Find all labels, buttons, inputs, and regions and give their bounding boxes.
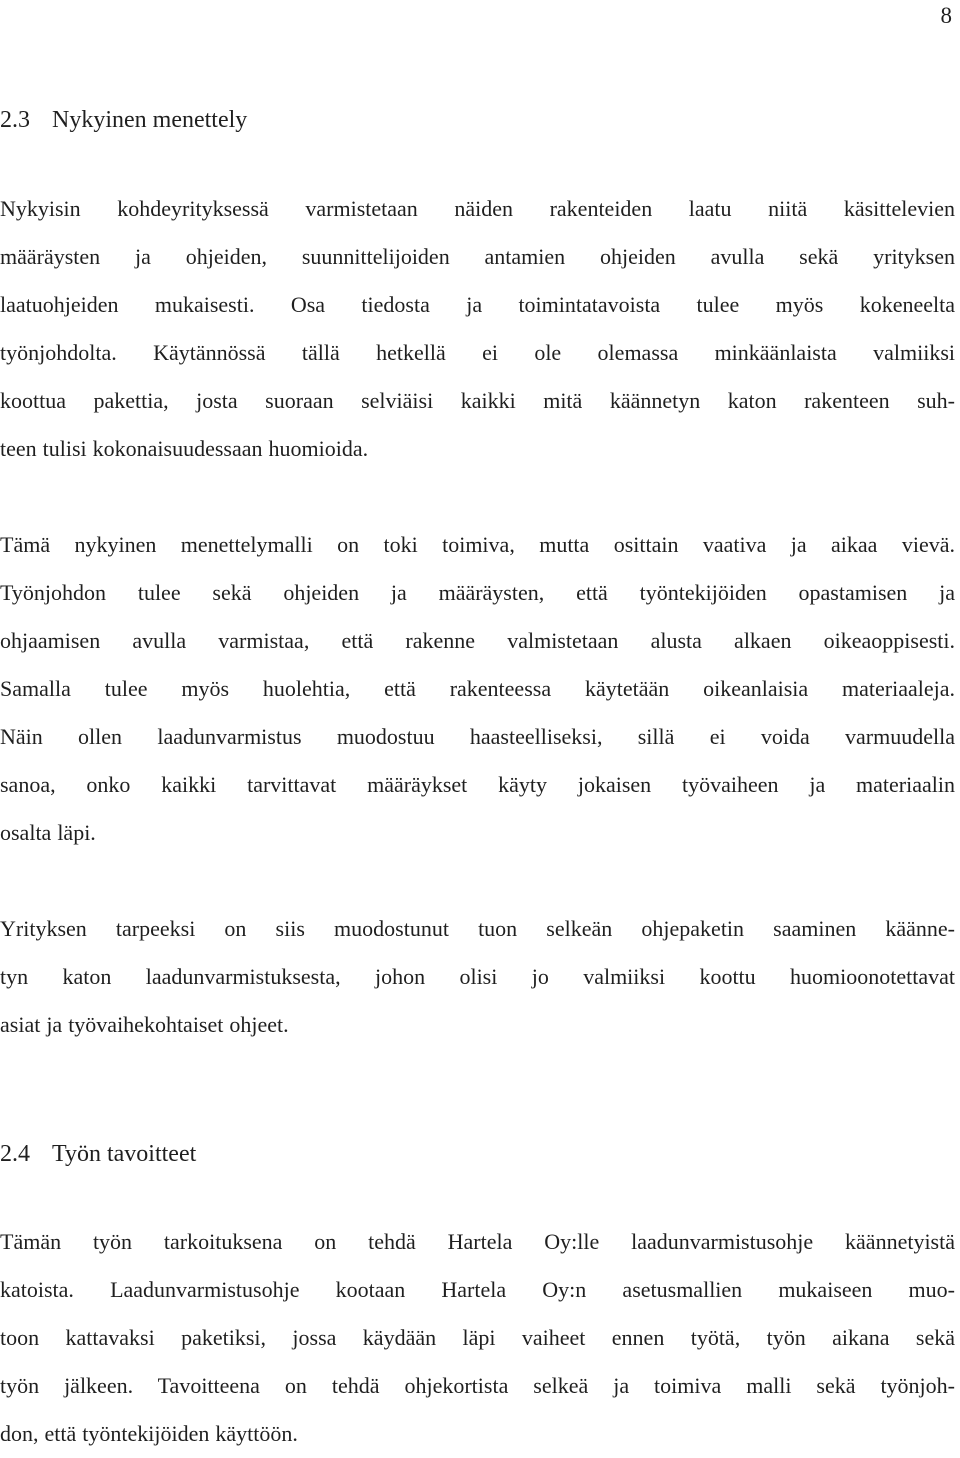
paragraph-company-need xyxy=(0,905,955,1049)
text-line: toon kattavaksi paketiksi, jossa käydään läpi vaiheet ennen työtä, työn aikana sekä xyxy=(0,1325,955,1350)
text-line: työn jälkeen. Tavoitteena on tehdä ohjekortista selkeä ja toimiva malli sekä työnjoh- xyxy=(0,1373,955,1398)
section-title: Työn tavoitteet xyxy=(52,1141,197,1167)
text-line: Samalla tulee myös huolehtia, että rakenteessa käytetään oikeanlaisia materiaaleja. xyxy=(0,676,955,701)
page-number: 8 xyxy=(940,3,952,28)
paragraph-current-practice xyxy=(0,185,955,473)
text-line: Nykyisin kohdeyrityksessä varmistetaan näiden rakenteiden laatu niitä käsittelevien xyxy=(0,196,955,221)
paragraph-work-goals xyxy=(0,1218,955,1458)
section-title: Nykyinen menettely xyxy=(52,107,248,133)
text-line: asiat ja työvaihekohtaiset ohjeet. xyxy=(0,1012,289,1037)
section-heading-2-4 xyxy=(0,1138,196,1170)
text-line: Työnjohdon tulee sekä ohjeiden ja määräysten, että työntekijöiden opastamisen ja xyxy=(0,580,955,605)
text-line: Tämän työn tarkoituksena on tehdä Hartela Oy:lle laadunvarmistusohje käännetyistä xyxy=(0,1229,955,1254)
section-number: 2.3 xyxy=(0,107,30,133)
text-line: osalta läpi. xyxy=(0,820,96,845)
text-line: katoista. Laadunvarmistusohje kootaan Hartela Oy:n asetusmallien mukaiseen muo- xyxy=(0,1277,955,1302)
text-line: määräysten ja ohjeiden, suunnittelijoiden antamien ohjeiden avulla sekä yrityksen xyxy=(0,244,955,269)
text-line: ohjaamisen avulla varmistaa, että rakenne valmistetaan alusta alkaen oikeaoppisesti. xyxy=(0,628,955,653)
paragraph-practice-evaluation xyxy=(0,521,955,857)
text-line: don, että työntekijöiden käyttöön. xyxy=(0,1421,298,1446)
section-number: 2.4 xyxy=(0,1141,30,1167)
text-line: Näin ollen laadunvarmistus muodostuu haasteelliseksi, sillä ei voida varmuudella xyxy=(0,724,955,749)
section-heading-2-3 xyxy=(0,104,247,136)
text-line: laatuohjeiden mukaisesti. Osa tiedosta ja toimintatavoista tulee myös kokeneelta xyxy=(0,292,955,317)
text-line: Tämä nykyinen menettelymalli on toki toimiva, mutta osittain vaativa ja aikaa vievä. xyxy=(0,532,955,557)
text-line: koottua pakettia, josta suoraan selviäisi kaikki mitä käännetyn katon rakenteen suh- xyxy=(0,388,955,413)
text-line: työnjohdolta. Käytännössä tällä hetkellä ei ole olemassa minkäänlaista valmiiksi xyxy=(0,340,955,365)
text-line: tyn katon laadunvarmistuksesta, johon olisi jo valmiiksi koottu huomioonotettavat xyxy=(0,964,955,989)
text-line: Yrityksen tarpeeksi on siis muodostunut tuon selkeän ohjepaketin saaminen käänne- xyxy=(0,916,955,941)
text-line: teen tulisi kokonaisuudessaan huomioida. xyxy=(0,436,369,461)
text-line: sanoa, onko kaikki tarvittavat määräykset käyty jokaisen työvaiheen ja materiaalin xyxy=(0,772,955,797)
